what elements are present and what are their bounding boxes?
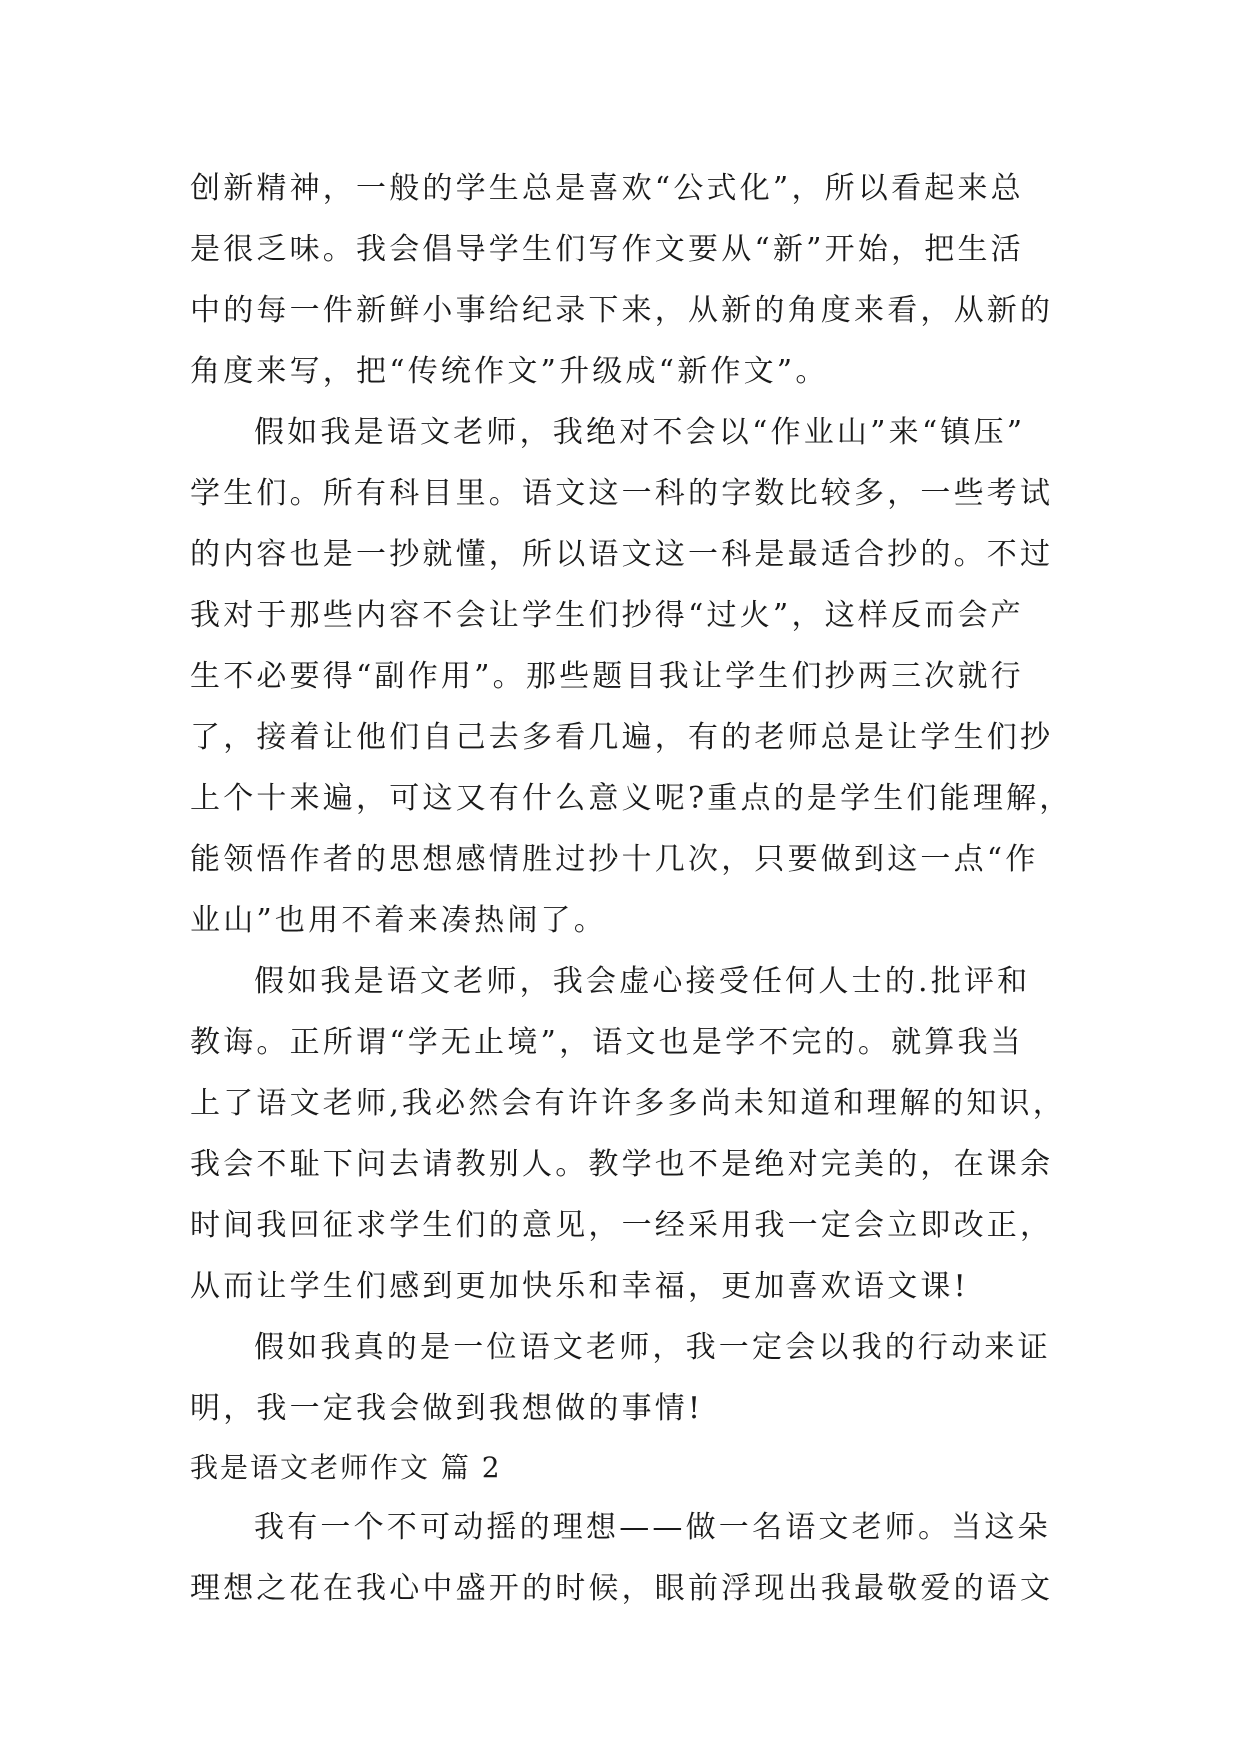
text-line: 从而让学生们感到更加快乐和幸福，更加喜欢语文课! bbox=[190, 1269, 969, 1304]
text-line: 上了语文老师,我必然会有许许多多尚未知道和理解的知识， bbox=[190, 1086, 1066, 1121]
text-line: 中的每一件新鲜小事给纪录下来，从新的角度来看，从新的 bbox=[190, 293, 1054, 328]
text-line: 明，我一定我会做到我想做的事情! bbox=[190, 1391, 704, 1426]
paragraph-first-line: 假如我是语文老师，我会虚心接受任何人士的.批评和 bbox=[254, 964, 1031, 999]
text-line: 理想之花在我心中盛开的时候，眼前浮现出我最敬爱的语文 bbox=[190, 1571, 1054, 1606]
text-line: 我对于那些内容不会让学生们抄得“过火”，这样反而会产 bbox=[190, 598, 1024, 633]
text-line: 时间我回征求学生们的意见，一经采用我一定会立即改正， bbox=[190, 1208, 1054, 1243]
paragraph-first-line: 假如我是语文老师，我绝对不会以“作业山”来“镇压” bbox=[254, 415, 1026, 450]
text-line: 能领悟作者的思想感情胜过抄十几次，只要做到这一点“作 bbox=[190, 842, 1039, 877]
text-line: 创新精神，一般的学生总是喜欢“公式化”，所以看起来总 bbox=[190, 171, 1024, 206]
text-line: 上个十来遍，可这又有什么意义呢?重点的是学生们能理解， bbox=[190, 781, 1073, 816]
text-line: 业山”也用不着来凑热闹了。 bbox=[190, 903, 607, 938]
document-body bbox=[190, 158, 1073, 1619]
text-line: 教诲。正所谓“学无止境”，语文也是学不完的。就算我当 bbox=[190, 1025, 1024, 1060]
text-line: 的内容也是一抄就懂，所以语文这一科是最适合抄的。不过 bbox=[190, 537, 1054, 572]
text-line: 生不必要得“副作用”。那些题目我让学生们抄两三次就行 bbox=[190, 659, 1024, 694]
text-line: 是很乏味。我会倡导学生们写作文要从“新”开始，把生活 bbox=[190, 232, 1024, 267]
text-line: 我会不耻下问去请教别人。教学也不是绝对完美的，在课余 bbox=[190, 1147, 1054, 1182]
text-line: 了，接着让他们自己去多看几遍，有的老师总是让学生们抄 bbox=[190, 720, 1054, 755]
section-heading: 我是语文老师作文 篇 2 bbox=[190, 1451, 502, 1484]
paragraph-first-line: 假如我真的是一位语文老师，我一定会以我的行动来证 bbox=[254, 1330, 1051, 1365]
text-line: 角度来写，把“传统作文”升级成“新作文”。 bbox=[190, 354, 829, 389]
paragraph-first-line: 我有一个不可动摇的理想——做一名语文老师。当这朵 bbox=[254, 1510, 1051, 1545]
text-line: 学生们。所有科目里。语文这一科的字数比较多，一些考试 bbox=[190, 476, 1054, 511]
